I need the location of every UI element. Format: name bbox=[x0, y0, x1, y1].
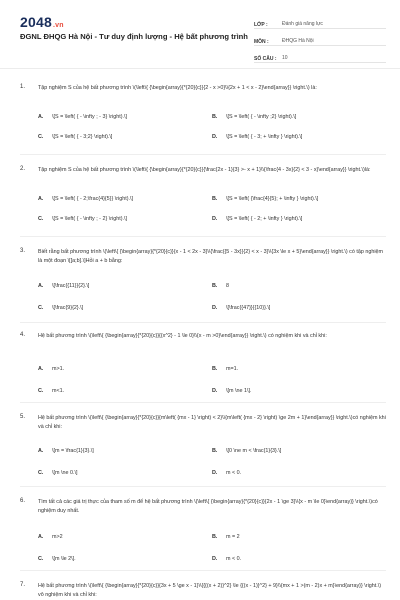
question-number: 7. bbox=[20, 582, 26, 588]
question-separator bbox=[20, 154, 386, 155]
option-letter: C. bbox=[38, 388, 44, 394]
option-c[interactable] bbox=[38, 556, 76, 562]
option-letter: A. bbox=[38, 196, 44, 202]
question-separator bbox=[20, 570, 386, 571]
option-d[interactable] bbox=[212, 305, 270, 311]
option-text: \[\frac{{47}}{{10}}.\] bbox=[226, 305, 271, 311]
option-text: m<1. bbox=[52, 388, 65, 394]
option-c[interactable] bbox=[38, 134, 112, 140]
option-d[interactable] bbox=[212, 556, 241, 562]
option-text: \[0 \ne m < \frac{1}{3}.\] bbox=[226, 448, 282, 454]
option-a[interactable] bbox=[38, 366, 64, 372]
option-letter: D. bbox=[212, 216, 218, 222]
question-text: Tập nghiệm S của hệ bất phương trình \(\left\{ {\begin{array}{*{20}{c}}{2 - x >0}\\{2x + 1 < x - 2}\end{array}} \right.\) là: bbox=[38, 85, 317, 91]
option-text: \[S = \left( { - 2; + \infty } \right).\] bbox=[226, 216, 303, 222]
question-number: 1. bbox=[20, 84, 26, 90]
option-text: \[S = \left( { - 2;\frac{4}{5}} \right).\] bbox=[52, 196, 134, 202]
option-letter: A. bbox=[38, 366, 44, 372]
question-separator bbox=[20, 236, 386, 237]
option-text: \[S = \left( {\frac{4}{5}; + \infty } \right).\] bbox=[226, 196, 319, 202]
option-letter: B. bbox=[212, 448, 218, 454]
question-number: 6. bbox=[20, 498, 26, 504]
question-text: Biết rằng bất phương trình \(\left\{ {\begin{array}{*{20}{c}}{x - 1 < 2x - 3}\\{\frac{{5 - 3x}}{2} < x - 3}\\{3x \le x + 5}\end{array}} \right.\) có tập nghiệm là một đoạn \[[a;b].\]Hỏi a + b bằng: bbox=[38, 249, 384, 264]
question-3 bbox=[0, 248, 400, 318]
question-number: 4. bbox=[20, 332, 26, 338]
option-text: \[m \ne 1\]. bbox=[226, 388, 252, 394]
logo-tld: .vn bbox=[52, 22, 64, 29]
option-b[interactable] bbox=[212, 196, 318, 202]
page-title: ĐGNL ĐHQG Hà Nội - Tư duy định lượng - Hệ bất phương trình bbox=[20, 32, 248, 41]
option-letter: A. bbox=[38, 114, 44, 120]
option-d[interactable] bbox=[212, 216, 302, 222]
option-text: m>2 bbox=[52, 534, 63, 540]
option-letter: A. bbox=[38, 283, 44, 289]
option-d[interactable] bbox=[212, 470, 241, 476]
question-separator bbox=[20, 402, 386, 403]
option-letter: D. bbox=[212, 134, 218, 140]
meta-label: LỚP : bbox=[254, 22, 268, 28]
meta-value: 10 bbox=[282, 55, 288, 61]
option-letter: C. bbox=[38, 470, 44, 476]
meta-label: SỐ CÂU : bbox=[254, 56, 277, 62]
option-text: m < 0. bbox=[226, 470, 242, 476]
header bbox=[0, 0, 400, 64]
meta-row-count bbox=[254, 48, 386, 63]
option-a[interactable] bbox=[38, 196, 133, 202]
meta-label: MÔN : bbox=[254, 39, 269, 45]
option-text: \[m \le 2\]. bbox=[52, 556, 76, 562]
meta-info bbox=[254, 14, 386, 65]
option-letter: A. bbox=[38, 448, 44, 454]
question-number: 3. bbox=[20, 248, 26, 254]
option-text: 8 bbox=[226, 283, 229, 289]
logo[interactable] bbox=[20, 14, 64, 30]
option-c[interactable] bbox=[38, 388, 64, 394]
option-text: \[\frac{9}{2}.\] bbox=[52, 305, 84, 311]
option-d[interactable] bbox=[212, 134, 302, 140]
question-2 bbox=[0, 166, 400, 228]
option-b[interactable] bbox=[212, 114, 296, 120]
option-letter: D. bbox=[212, 470, 218, 476]
question-4 bbox=[0, 332, 400, 396]
option-b[interactable] bbox=[212, 283, 229, 289]
option-text: m=1. bbox=[226, 366, 239, 372]
option-d[interactable] bbox=[212, 388, 251, 394]
option-letter: C. bbox=[38, 216, 44, 222]
option-letter: D. bbox=[212, 556, 218, 562]
option-c[interactable] bbox=[38, 216, 127, 222]
logo-main: 2048 bbox=[20, 14, 52, 30]
option-a[interactable] bbox=[38, 534, 63, 540]
option-letter: C. bbox=[38, 134, 44, 140]
question-6 bbox=[0, 498, 400, 564]
option-a[interactable] bbox=[38, 283, 89, 289]
option-text: m < 0. bbox=[226, 556, 242, 562]
question-text: Hệ bất phương trình \(\left\{ {\begin{array}{*{20}{c}}{3x + 5 \ge x - 1}\\{{{(x + 2)}^2} \le {{(x - 1)}^2} + 9}\\{mx + 1 >(m - 2)x + m}\end{array}} \right.\) vô nghiệm khi và chỉ khi: bbox=[38, 583, 382, 598]
option-a[interactable] bbox=[38, 448, 94, 454]
meta-row-class bbox=[254, 14, 386, 29]
option-text: m>1. bbox=[52, 366, 65, 372]
question-separator bbox=[20, 486, 386, 487]
question-number: 5. bbox=[20, 414, 26, 420]
header-divider bbox=[0, 68, 400, 69]
option-text: \[S = \left( { - \infty ; - 2} \right).\] bbox=[52, 216, 128, 222]
option-b[interactable] bbox=[212, 448, 281, 454]
question-5 bbox=[0, 414, 400, 478]
question-separator bbox=[20, 322, 386, 323]
option-a[interactable] bbox=[38, 114, 127, 120]
option-letter: D. bbox=[212, 388, 218, 394]
question-7 bbox=[0, 582, 400, 600]
option-text: \[S = \left( { - 3; + \infty } \right).\] bbox=[226, 134, 303, 140]
option-text: \[m \ne 0.\] bbox=[52, 470, 78, 476]
meta-row-subject bbox=[254, 31, 386, 46]
question-number: 2. bbox=[20, 166, 26, 172]
option-letter: C. bbox=[38, 556, 44, 562]
option-c[interactable] bbox=[38, 305, 83, 311]
question-1 bbox=[0, 84, 400, 146]
option-letter: B. bbox=[212, 283, 218, 289]
option-letter: B. bbox=[212, 196, 218, 202]
option-letter: B. bbox=[212, 114, 218, 120]
question-text: Tìm tất cả các giá trị thực của tham số m để hệ bất phương trình \(\left\{ {\begin{array}{*{20}{c}}{2x - 1 \ge 3}\\{x - m \le 0}\end{array}} \right.\)có nghiệm duy nhất. bbox=[38, 499, 378, 514]
option-text: \[m = \frac{1}{3}.\] bbox=[52, 448, 94, 454]
option-text: \[\frac{{11}}{2}.\] bbox=[52, 283, 90, 289]
option-letter: B. bbox=[212, 366, 218, 372]
meta-value: ĐHQG Hà Nội bbox=[282, 38, 314, 44]
question-text: Hệ bất phương trình \(\left\{ {\begin{array}{*{20}{c}}{m\left( {mx - 1} \right) < 2}\\{m\left( {mx - 2} \right) \ge 2m + 1}\end{array}} \right.\)có nghiệm khi và chỉ khi: bbox=[38, 415, 386, 430]
option-letter: C. bbox=[38, 305, 44, 311]
option-b[interactable] bbox=[212, 534, 240, 540]
option-text: m = 2 bbox=[226, 534, 240, 540]
option-text: \[S = \left( { - 3;2} \right).\] bbox=[52, 134, 113, 140]
question-text: Tập nghiệm S của hệ bất phương trình \(\left\{ {\begin{array}{*{20}{c}}{\frac{2x - 1}{3} >- x + 1}\\{\frac{4 - 3x}{2} < 3 - x}\end{array}} \right.\)là: bbox=[38, 167, 371, 173]
option-text: \[S = \left( { - \infty ; - 3} \right).\] bbox=[52, 114, 128, 120]
meta-value: Đánh giá năng lực bbox=[282, 21, 323, 27]
option-b[interactable] bbox=[212, 366, 238, 372]
option-letter: A. bbox=[38, 534, 44, 540]
question-text: Hệ bất phương trình \(\left\{ {\begin{array}{*{20}{c}}{{x^2} - 1 \le 0}\\{x - m >0}\end{array}} \right.\) có nghiệm khi và chỉ khi: bbox=[38, 333, 327, 339]
option-text: \[S = \left( { - \infty ;2} \right).\] bbox=[226, 114, 297, 120]
option-letter: D. bbox=[212, 305, 218, 311]
option-letter: B. bbox=[212, 534, 218, 540]
option-c[interactable] bbox=[38, 470, 77, 476]
